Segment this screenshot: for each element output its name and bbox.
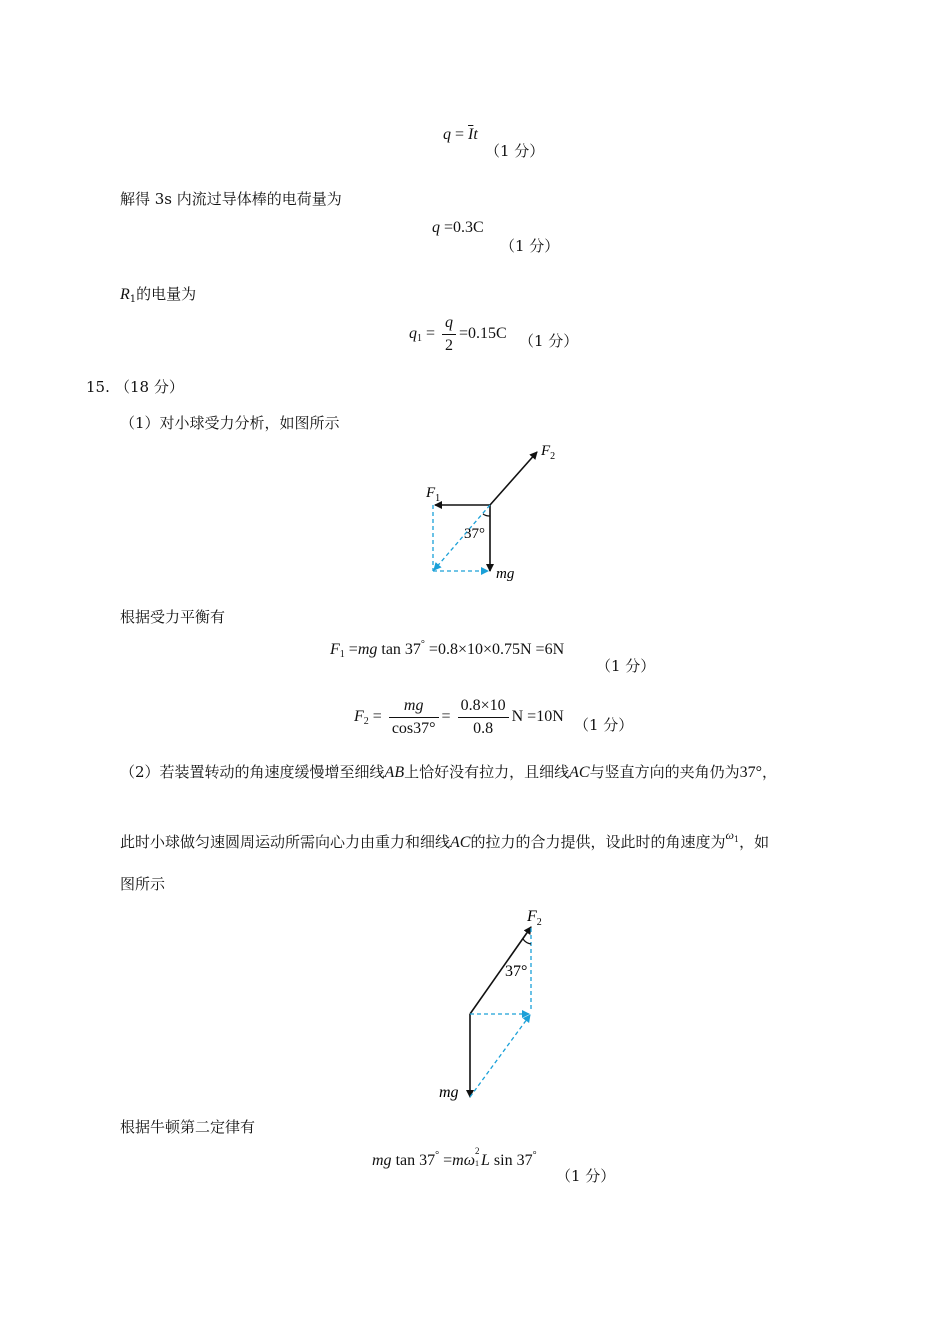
equation-q-value [432,219,484,237]
var-r: R [120,286,130,303]
subscript: 1 [339,649,345,660]
label-mg: mg [439,1084,459,1101]
label-angle: 37° [505,963,528,980]
equation-q-equals-it [443,126,478,144]
equation-rhs: N =10N [511,708,564,726]
text-line: 图所示 [120,875,166,893]
sin-term: sin 37 [493,1152,533,1169]
text-line: 解得 3s 内流过导体棒的电荷量为 [120,190,342,208]
question-points: （18 分） [115,378,184,396]
text-fragment: 上恰好没有拉力，且细线 [404,763,570,781]
equals-sign: = [455,126,465,143]
text-fragment: 的电量为 [136,285,197,303]
label-f2: $F_2$ [527,908,542,928]
var-ab: AB [384,764,405,781]
var-m: m [452,1152,464,1169]
var-ac: AC [450,834,471,851]
text-line: 根据牛顿第二定律有 [120,1118,256,1136]
equation-newton [372,1146,537,1170]
subscript: 1 [475,1159,479,1168]
equals-sign: = [348,641,358,658]
numerator: 0.8×10 [458,697,509,718]
numerator: mg [389,697,439,718]
var-i-bar: $\overline{I}$ [468,126,474,143]
score-label: （1 分） [596,657,656,675]
superscript: 2 [475,1146,480,1156]
text-line [120,825,769,853]
equation-q1 [409,314,507,355]
subscript: 1 [733,835,740,844]
subscript: 1 [129,294,137,305]
force-diagram-1 [400,438,580,588]
var-q: q [443,126,451,143]
equals-sign: = [443,1152,453,1169]
fraction [458,697,509,738]
text-fragment: 的拉力的合力提供，设此时的角速度为 [470,833,726,851]
equation-f1 [330,639,564,660]
text-fragment: 此时小球做匀速圆周运动所需向心力由重力和细线 [120,833,451,851]
denominator: 0.8 [473,720,494,737]
var-omega: ω [463,1152,475,1169]
text-line: 根据受力平衡有 [120,608,226,626]
var-f: F [354,708,364,726]
score-label: （1 分） [574,716,634,734]
tan-term: tan 37 [395,1152,436,1169]
label-f1: $F_1$ [426,485,441,504]
degree-sign: ° [420,639,425,650]
degree-sign: ° [532,1150,537,1161]
var-f: F [330,641,340,658]
equals-sign: = [426,325,436,343]
fraction [442,314,456,355]
text-fragment: ，如 [739,833,770,851]
equation-f2 [354,697,564,738]
var-l: L [481,1152,490,1169]
angle-arc [523,939,531,944]
degree-sign: ° [435,1150,440,1161]
f2-arrow [490,452,537,505]
equation-rhs: =0.8×10×0.75N =6N [428,641,565,658]
label-f2: $F_2$ [541,443,556,462]
text-line: （1）对小球受力分析，如图所示 [120,414,340,432]
equals-sign: = [372,708,382,726]
equation-rhs: =0.15C [459,325,507,343]
label-angle: 37° [464,526,485,542]
equation-rhs: =0.3C [444,219,484,236]
var-mg: mg [357,641,378,658]
var-q: q [432,219,440,236]
subscript: 2 [363,716,369,728]
tan-term: tan 37 [381,641,421,658]
question-number: 15. [86,378,110,396]
force-diagram-2 [430,898,570,1108]
label-mg: mg [496,566,515,582]
text-line [120,284,196,310]
score-label: （1 分） [556,1167,616,1185]
angle-value: 37° [739,764,762,781]
var-t: t [473,126,478,143]
score-label: （1 分） [519,332,579,350]
equals-sign: = [441,708,451,726]
denominator: 2 [445,337,454,354]
angle-arc [483,514,490,516]
dashed-resultant [470,1015,530,1097]
score-label: （1 分） [500,237,560,255]
score-label: （1 分） [485,142,545,160]
numerator: q [442,314,456,335]
subscript: 1 [417,333,422,345]
var-mg: mg [372,1152,392,1169]
text-line [120,762,777,783]
text-fragment: ， [761,763,777,781]
var-omega: ω [725,828,734,842]
text-fragment: 与竖直方向的夹角仍为 [589,763,740,781]
sub-sup-stack [475,1146,481,1168]
var-ac: AC [569,764,590,781]
fraction [389,697,439,738]
text-fragment: （2）若装置转动的角速度缓慢增至细线 [120,763,385,781]
denominator: cos37° [391,720,436,737]
var-q: q [409,325,417,343]
